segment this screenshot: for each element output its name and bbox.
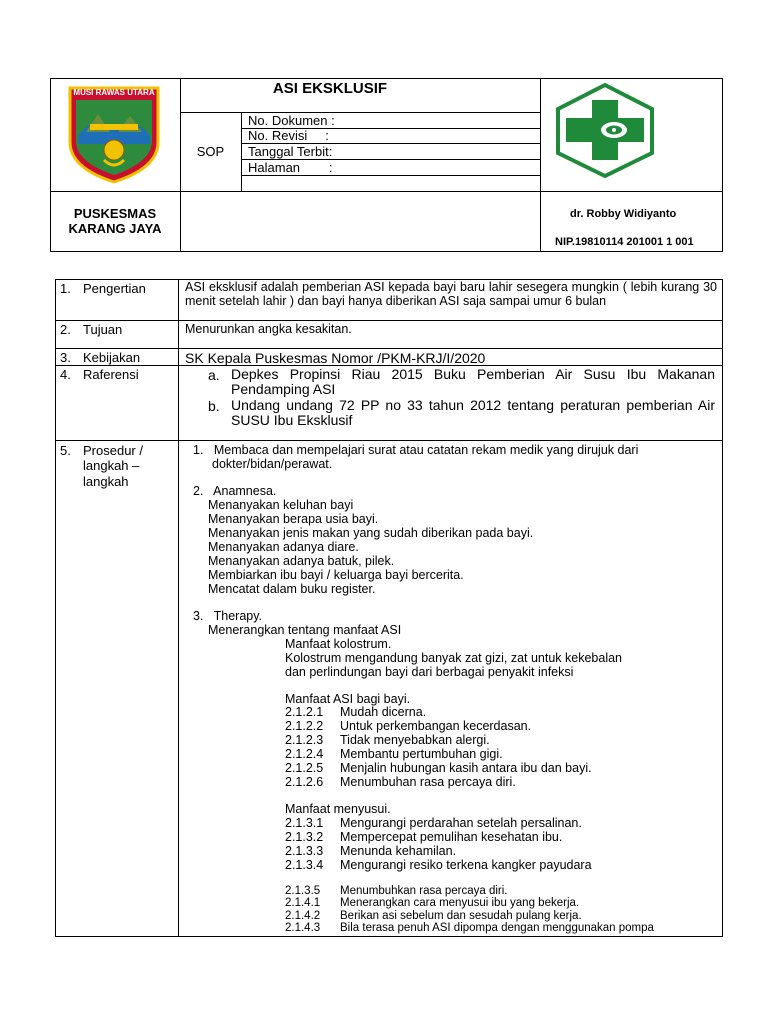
- prosedur-number: 5.: [60, 443, 71, 458]
- menyusui-number: 2.1.3.4: [285, 858, 324, 872]
- signer-name: dr. Robby Widiyanto: [570, 208, 677, 220]
- kebijakan-label: Kebijakan: [83, 350, 141, 365]
- anamnesa-item: Menanyakan jenis makan yang sudah diberikan pada bayi.: [208, 526, 534, 540]
- anamnesa-item: Mencatat dalam buku register.: [208, 582, 376, 596]
- asi-bayi-number: 2.1.2.3: [285, 733, 324, 747]
- pengertian-label: Pengertian: [83, 281, 146, 296]
- asi-bayi-text: Menumbuhan rasa percaya diri.: [340, 775, 516, 789]
- tujuan-text: Menurunkan angka kesakitan.: [185, 322, 352, 336]
- sop-label: SOP: [196, 144, 225, 159]
- step3-subtitle: Menerangkan tentang manfaat ASI: [208, 623, 402, 637]
- kebijakan-number: 3.: [60, 350, 71, 365]
- regency-emblem-icon: [64, 84, 164, 184]
- tujuan-label: Tujuan: [83, 322, 123, 337]
- field-halaman: Halaman :: [248, 160, 333, 175]
- step3-title: 3. Therapy.: [193, 609, 263, 623]
- extra-text: Bila terasa penuh ASI dipompa dengan menggunakan pompa: [340, 922, 654, 934]
- anamnesa-item: Menanyakan berapa usia bayi.: [208, 512, 379, 526]
- signer-nip: NIP.19810114 201001 1 001: [555, 236, 694, 248]
- pengertian-number: 1.: [60, 281, 71, 296]
- field-no-revisi: No. Revisi :: [248, 128, 329, 143]
- kebijakan-text: SK Kepala Puskesmas Nomor /PKM-KRJ/I/2020: [185, 350, 486, 366]
- menyusui-text: Mengurangi perdarahan setelah persalinan.: [340, 816, 582, 830]
- extra-number: 2.1.4.3: [285, 922, 321, 934]
- pengertian-text: ASI eksklusif adalah pemberian ASI kepada bayi baru lahir sesegera mungkin ( lebih kurang 30 menit setelah lahir ) dan bayi hanya diberikan ASI saja sampai umur 6 bulan: [185, 280, 717, 308]
- extra-number: 2.1.4.2: [285, 910, 321, 922]
- field-tanggal-terbit: Tanggal Terbit:: [248, 144, 333, 159]
- menyusui-title: Manfaat menyusui.: [285, 802, 391, 816]
- asi-bayi-text: Mudah dicerna.: [340, 705, 427, 719]
- referensi-a-text: Depkes Propinsi Riau 2015 Buku Pemberian Air Susu Ibu Makanan Pendamping ASI: [231, 366, 715, 397]
- menyusui-text: Mengurangi resiko terkena kangker payudara: [340, 858, 592, 872]
- prosedur-label-3: langkah: [83, 474, 129, 489]
- step1-line1: 1. Membaca dan mempelajari surat atau catatan rekam medik yang dirujuk dari: [193, 443, 639, 457]
- asi-bayi-text: Membantu pertumbuhan gigi.: [340, 747, 503, 761]
- extra-text: Berikan asi sebelum dan sesudah pulang kerja.: [340, 910, 582, 922]
- anamnesa-item: Menanyakan keluhan bayi: [208, 498, 354, 512]
- anamnesa-item: Membiarkan ibu bayi / keluarga bayi bercerita.: [208, 568, 464, 582]
- emblem-banner-text: MUSI RAWAS UTARA: [73, 88, 155, 97]
- puskesmas-cross-icon: [554, 82, 656, 178]
- prosedur-label-2: langkah –: [83, 458, 140, 473]
- asi-bayi-text: Tidak menyebabkan alergi.: [340, 733, 490, 747]
- asi-bayi-text: Untuk perkembangan kecerdasan.: [340, 719, 532, 733]
- referensi-label: Raferensi: [83, 367, 139, 382]
- step1-line2: dokter/bidan/perawat.: [212, 457, 333, 471]
- asi-bayi-number: 2.1.2.4: [285, 747, 324, 761]
- tujuan-number: 2.: [60, 322, 71, 337]
- extra-text: Menumbuhkan rasa percaya diri.: [340, 885, 508, 897]
- asi-bayi-number: 2.1.2.1: [285, 705, 324, 719]
- asi-bayi-number: 2.1.2.2: [285, 719, 324, 733]
- referensi-a-marker: a.: [208, 367, 220, 383]
- step2-title: 2. Anamnesa.: [193, 484, 277, 498]
- asi-bayi-number: 2.1.2.5: [285, 761, 324, 775]
- kolostrum-text-2: dan perlindungan bayi dari berbagai penyakit infeksi: [285, 665, 574, 679]
- menyusui-text: Menunda kehamilan.: [340, 844, 457, 858]
- prosedur-label-1: Prosedur /: [83, 443, 143, 458]
- field-no-dokumen: No. Dokumen :: [248, 113, 335, 128]
- asi-bayi-title: Manfaat ASI bagi bayi.: [285, 692, 411, 706]
- anamnesa-item: Menanyakan adanya batuk, pilek.: [208, 554, 395, 568]
- anamnesa-item: Menanyakan adanya diare.: [208, 540, 359, 554]
- asi-bayi-text: Menjalin hubungan kasih antara ibu dan bayi.: [340, 761, 592, 775]
- document-title: ASI EKSKLUSIF: [272, 80, 388, 97]
- referensi-number: 4.: [60, 367, 71, 382]
- extra-text: Menerangkan cara menyusui ibu yang bekerja.: [340, 897, 580, 909]
- extra-number: 2.1.4.1: [285, 897, 321, 909]
- extra-number: 2.1.3.5: [285, 885, 321, 897]
- kolostrum-text-1: Kolostrum mengandung banyak zat gizi, zat untuk kekebalan: [285, 651, 623, 665]
- menyusui-number: 2.1.3.1: [285, 816, 324, 830]
- referensi-b-text: Undang undang 72 PP no 33 tahun 2012 tentang peraturan pemberian Air SUSU Ibu Eksklusif: [231, 397, 715, 428]
- referensi-b-marker: b.: [208, 398, 220, 414]
- kolostrum-title: Manfaat kolostrum.: [285, 637, 392, 651]
- asi-bayi-number: 2.1.2.6: [285, 775, 324, 789]
- menyusui-text: Mempercepat pemulihan kesehatan ibu.: [340, 830, 563, 844]
- org-name-line2: KARANG JAYA: [68, 221, 162, 236]
- menyusui-number: 2.1.3.2: [285, 830, 324, 844]
- menyusui-number: 2.1.3.3: [285, 844, 324, 858]
- org-name-line1: PUSKESMAS: [73, 206, 157, 221]
